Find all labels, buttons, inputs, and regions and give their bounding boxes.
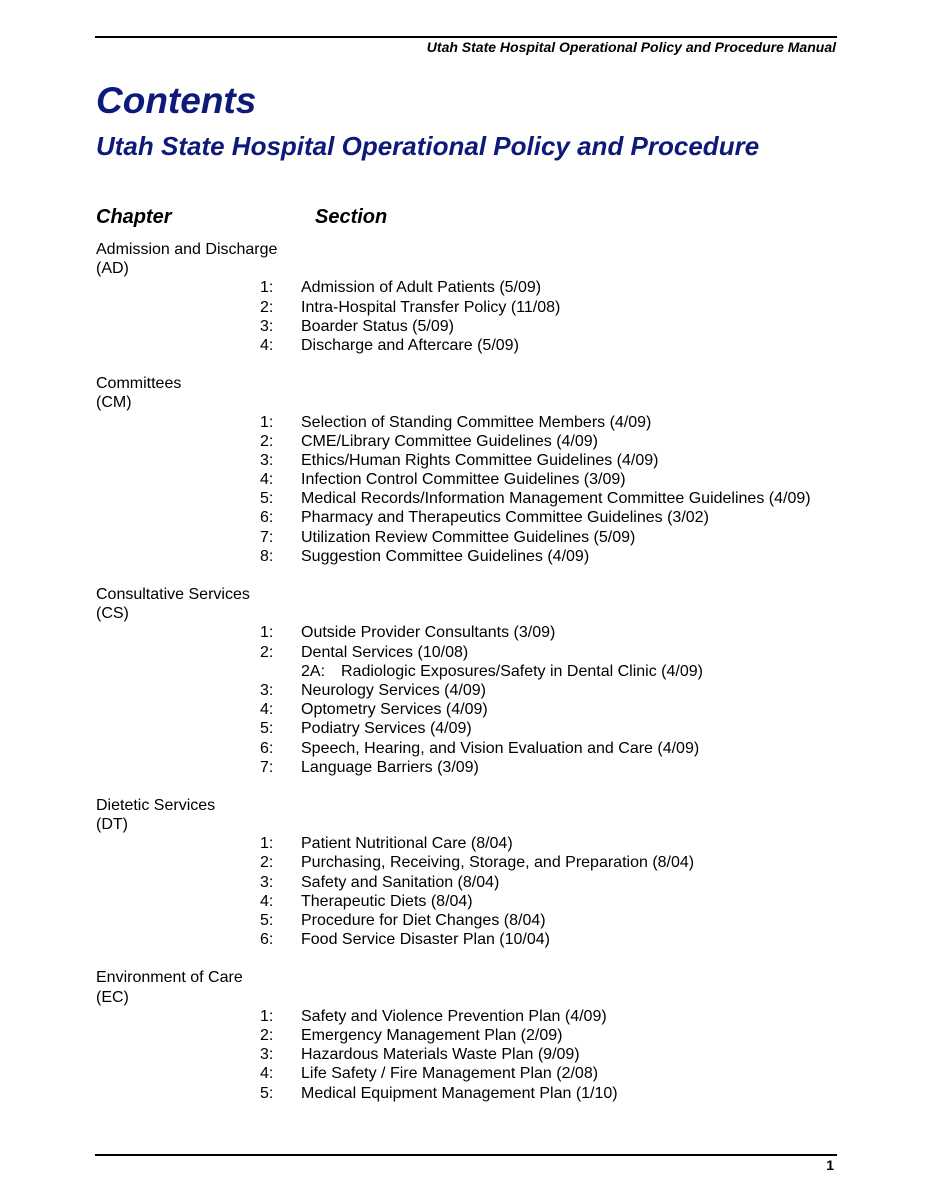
footer-rule xyxy=(95,1154,837,1156)
toc-section-entry[interactable] xyxy=(96,758,841,777)
section-title: Ethics/Human Rights Committee Guidelines (4/09) xyxy=(301,451,659,469)
section-title: Suggestion Committee Guidelines (4/09) xyxy=(301,547,590,565)
toc-section-entry[interactable] xyxy=(96,873,841,892)
section-number: 3: xyxy=(260,873,274,891)
section-number: 6: xyxy=(260,509,274,527)
chapter-name: Consultative Services xyxy=(96,586,250,603)
chapter-code: (CS) xyxy=(96,605,129,623)
toc-section-entry[interactable] xyxy=(96,1064,841,1083)
toc-section-entry[interactable] xyxy=(96,508,841,527)
toc-subsection-entry[interactable] xyxy=(96,662,841,681)
chapter-code: (DT) xyxy=(96,816,128,834)
section-title: Intra-Hospital Transfer Policy (11/08) xyxy=(301,298,561,316)
page-number: 1 xyxy=(826,1157,834,1173)
chapter-code: (CM) xyxy=(96,394,132,412)
section-title: Language Barriers (3/09) xyxy=(301,758,479,776)
section-number: 4: xyxy=(260,1065,274,1083)
toc-section-entry[interactable] xyxy=(96,1007,841,1026)
section-title: Boarder Status (5/09) xyxy=(301,317,454,335)
chapter-name: Admission and Discharge xyxy=(96,241,278,258)
toc-section-entry[interactable] xyxy=(96,489,841,508)
section-title: Food Service Disaster Plan (10/04) xyxy=(301,931,550,949)
section-column-heading: Section xyxy=(315,206,388,228)
toc-section-entry[interactable] xyxy=(96,547,841,566)
chapter-block xyxy=(96,585,841,777)
section-number: 4: xyxy=(260,701,274,719)
section-number: 6: xyxy=(260,931,274,949)
toc-section-entry[interactable] xyxy=(96,317,841,336)
section-number: 5: xyxy=(260,490,274,508)
toc-section-entry[interactable] xyxy=(96,853,841,872)
section-number: 1: xyxy=(260,279,274,297)
chapter-name: Environment of Care xyxy=(96,969,243,987)
section-number: 2A: xyxy=(301,662,326,680)
section-title: Speech, Hearing, and Vision Evaluation and Care (4/09) xyxy=(301,739,700,757)
toc-section-entry[interactable] xyxy=(96,892,841,911)
section-number: 6: xyxy=(260,739,274,757)
section-title: Medical Equipment Management Plan (1/10) xyxy=(301,1084,618,1102)
chapter-block xyxy=(96,374,841,566)
section-title: Utilization Review Committee Guidelines (5/09) xyxy=(301,528,636,546)
section-number: 3: xyxy=(260,451,274,469)
toc-section-entry[interactable] xyxy=(96,432,841,451)
toc-section-entry[interactable] xyxy=(96,834,841,853)
page-title: Contents xyxy=(96,80,257,121)
toc-section-entry[interactable] xyxy=(96,643,841,662)
toc-section-entry[interactable] xyxy=(96,623,841,642)
section-title: Emergency Management Plan (2/09) xyxy=(301,1026,563,1044)
section-title: Outside Provider Consultants (3/09) xyxy=(301,624,556,642)
section-title: Dental Services (10/08) xyxy=(301,643,469,661)
running-header: Utah State Hospital Operational Policy and Procedure Manual xyxy=(426,39,836,55)
section-number: 5: xyxy=(260,912,274,929)
chapter-block xyxy=(96,796,841,950)
section-number: 1: xyxy=(260,624,274,642)
section-number: 1: xyxy=(260,413,274,431)
section-number: 4: xyxy=(260,471,274,489)
section-title: CME/Library Committee Guidelines (4/09) xyxy=(301,432,598,450)
section-title: Neurology Services (4/09) xyxy=(301,681,486,699)
toc-section-entry[interactable] xyxy=(96,911,841,930)
toc-section-entry[interactable] xyxy=(96,336,841,355)
section-number: 2: xyxy=(260,1026,274,1044)
section-title: Patient Nutritional Care (8/04) xyxy=(301,835,513,853)
chapter-spacer xyxy=(96,777,841,796)
section-number: 3: xyxy=(260,1046,274,1064)
section-number: 2: xyxy=(260,643,274,661)
toc-section-entry[interactable] xyxy=(96,739,841,758)
toc-section-entry[interactable] xyxy=(96,451,841,470)
toc-section-entry[interactable] xyxy=(96,413,841,432)
section-title: Medical Records/Information Management Committee Guidelines (4/09) xyxy=(301,490,811,508)
section-title: Pharmacy and Therapeutics Committee Guidelines (3/02) xyxy=(301,509,709,527)
section-number: 7: xyxy=(260,758,274,776)
section-title: Discharge and Aftercare (5/09) xyxy=(301,336,519,354)
chapter-name: Committees xyxy=(96,375,182,393)
toc-section-entry[interactable] xyxy=(96,719,841,738)
section-number: 2: xyxy=(260,432,274,450)
toc-section-entry[interactable] xyxy=(96,681,841,700)
toc-section-entry[interactable] xyxy=(96,470,841,489)
section-number: 7: xyxy=(260,528,274,546)
section-title: Radiologic Exposures/Safety in Dental Clinic (4/09) xyxy=(341,662,703,680)
section-title: Optometry Services (4/09) xyxy=(301,701,488,719)
chapter-spacer xyxy=(96,355,841,374)
section-number: 1: xyxy=(260,1007,274,1025)
toc-section-entry[interactable] xyxy=(96,1045,841,1064)
section-title: Admission of Adult Patients (5/09) xyxy=(301,279,542,297)
section-title: Safety and Violence Prevention Plan (4/09) xyxy=(301,1007,607,1025)
page-subtitle: Utah State Hospital Operational Policy and Procedure xyxy=(96,131,760,161)
section-number: 4: xyxy=(260,892,274,910)
section-title: Safety and Sanitation (8/04) xyxy=(301,873,500,891)
section-number: 1: xyxy=(260,835,274,853)
section-number: 2: xyxy=(260,854,274,872)
chapter-block xyxy=(96,968,841,1102)
section-title: Purchasing, Receiving, Storage, and Preparation (8/04) xyxy=(301,854,695,872)
section-number: 4: xyxy=(260,336,274,354)
toc-section-entry[interactable] xyxy=(96,528,841,547)
section-title: Infection Control Committee Guidelines (3/09) xyxy=(301,471,626,489)
section-number: 5: xyxy=(260,1084,274,1102)
chapter-code: (AD) xyxy=(96,260,129,278)
section-number: 5: xyxy=(260,720,274,738)
chapter-name: Dietetic Services xyxy=(96,796,216,814)
chapter-spacer xyxy=(96,949,841,968)
section-number: 8: xyxy=(260,547,274,565)
chapter-column-heading: Chapter xyxy=(96,206,172,228)
toc-section-entry[interactable] xyxy=(96,930,841,949)
section-title: Selection of Standing Committee Members (4/09) xyxy=(301,413,652,431)
section-number: 2: xyxy=(260,298,274,316)
section-number: 3: xyxy=(260,681,274,699)
toc-section-entry[interactable] xyxy=(96,278,841,297)
section-number: 3: xyxy=(260,317,274,335)
section-title: Life Safety / Fire Management Plan (2/08) xyxy=(301,1065,599,1083)
header-rule xyxy=(95,36,837,38)
section-title: Hazardous Materials Waste Plan (9/09) xyxy=(301,1046,580,1064)
chapter-block xyxy=(96,240,841,355)
chapter-code: (EC) xyxy=(96,988,129,1006)
section-title: Procedure for Diet Changes (8/04) xyxy=(301,912,546,929)
table-of-contents xyxy=(96,240,841,1103)
chapter-spacer xyxy=(96,566,841,585)
toc-section-entry[interactable] xyxy=(96,1084,841,1103)
section-title: Therapeutic Diets (8/04) xyxy=(301,892,473,910)
toc-section-entry[interactable] xyxy=(96,298,841,317)
toc-section-entry[interactable] xyxy=(96,1026,841,1045)
toc-section-entry[interactable] xyxy=(96,700,841,719)
section-title: Podiatry Services (4/09) xyxy=(301,720,472,738)
